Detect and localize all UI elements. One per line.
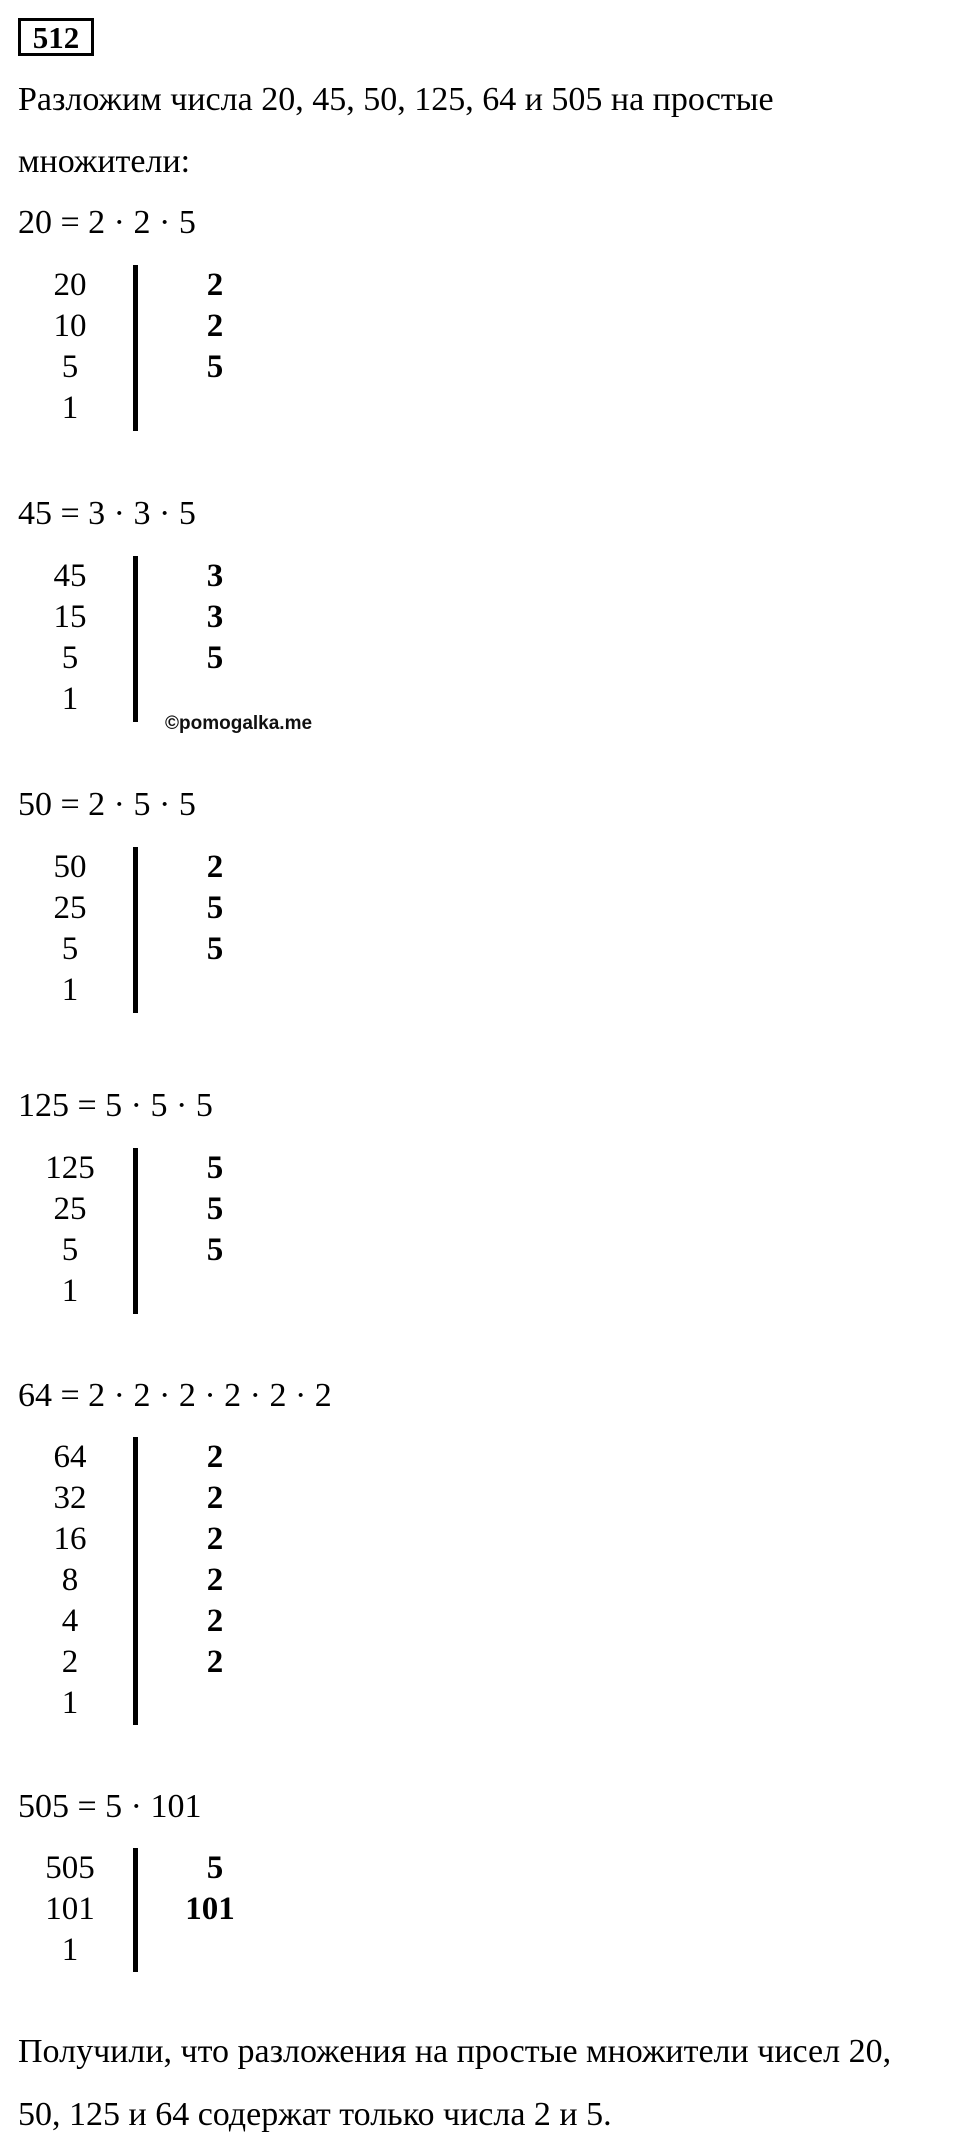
prime-factor: 2 bbox=[206, 308, 224, 344]
divider-line bbox=[133, 265, 138, 431]
prime-factor: 3 bbox=[206, 599, 224, 635]
watermark: ©pomogalka.me bbox=[165, 713, 313, 734]
prime-factor: 5 bbox=[206, 1232, 224, 1268]
prime-factor: 5 bbox=[206, 1150, 224, 1186]
divider-line bbox=[133, 847, 138, 1013]
prime-factor: 3 bbox=[206, 558, 224, 594]
prime-factor: 5 bbox=[206, 1850, 224, 1886]
intro-line-1: Разложим числа 20, 45, 50, 125, 64 и 505 на простые bbox=[18, 81, 774, 118]
prime-factor: 2 bbox=[206, 1562, 224, 1598]
dividend: 25 bbox=[53, 890, 87, 926]
prime-factor: 101 bbox=[185, 1891, 235, 1927]
prime-factor: 2 bbox=[206, 1521, 224, 1557]
prime-factor: 2 bbox=[206, 1644, 224, 1680]
dividend: 5 bbox=[61, 1232, 79, 1268]
prime-factor: 5 bbox=[206, 640, 224, 676]
dividend: 50 bbox=[53, 849, 87, 885]
prime-factor: 2 bbox=[206, 1603, 224, 1639]
dividend: 125 bbox=[45, 1150, 95, 1186]
equation-50: 50 = 2 · 5 · 5 bbox=[18, 786, 196, 823]
dividend: 45 bbox=[53, 558, 87, 594]
dividend: 20 bbox=[53, 267, 87, 303]
dividend: 25 bbox=[53, 1191, 87, 1227]
equation-20: 20 = 2 · 2 · 5 bbox=[18, 204, 196, 241]
intro-line-2: множители: bbox=[18, 143, 191, 180]
divider-line bbox=[133, 556, 138, 722]
prime-factor: 5 bbox=[206, 349, 224, 385]
equation-125: 125 = 5 · 5 · 5 bbox=[18, 1087, 213, 1124]
task-number: 512 bbox=[18, 18, 94, 56]
dividend: 16 bbox=[53, 1521, 87, 1557]
prime-factor: 5 bbox=[206, 1191, 224, 1227]
dividend: 505 bbox=[45, 1850, 95, 1886]
dividend: 1 bbox=[61, 1685, 79, 1721]
prime-factor: 5 bbox=[206, 890, 224, 926]
dividend: 1 bbox=[61, 1932, 79, 1968]
dividend: 101 bbox=[45, 1891, 95, 1927]
dividend: 1 bbox=[61, 972, 79, 1008]
dividend: 15 bbox=[53, 599, 87, 635]
equation-45: 45 = 3 · 3 · 5 bbox=[18, 495, 196, 532]
dividend: 1 bbox=[61, 390, 79, 426]
dividend: 5 bbox=[61, 640, 79, 676]
prime-factor: 2 bbox=[206, 1439, 224, 1475]
divider-line bbox=[133, 1437, 138, 1725]
dividend: 1 bbox=[61, 1273, 79, 1309]
dividend: 5 bbox=[61, 931, 79, 967]
dividend: 32 bbox=[53, 1480, 87, 1516]
divider-line bbox=[133, 1848, 138, 1972]
dividend: 5 bbox=[61, 349, 79, 385]
dividend: 4 bbox=[61, 1603, 79, 1639]
dividend: 64 bbox=[53, 1439, 87, 1475]
dividend: 10 bbox=[53, 308, 87, 344]
divider-line bbox=[133, 1148, 138, 1314]
prime-factor: 2 bbox=[206, 1480, 224, 1516]
equation-505: 505 = 5 · 101 bbox=[18, 1788, 202, 1825]
dividend: 2 bbox=[61, 1644, 79, 1680]
prime-factor: 2 bbox=[206, 849, 224, 885]
dividend: 1 bbox=[61, 681, 79, 717]
prime-factor: 5 bbox=[206, 931, 224, 967]
equation-64: 64 = 2 · 2 · 2 · 2 · 2 · 2 bbox=[18, 1377, 332, 1414]
conclusion-line-2: 50, 125 и 64 содержат только числа 2 и 5. bbox=[18, 2096, 612, 2133]
prime-factor: 2 bbox=[206, 267, 224, 303]
dividend: 8 bbox=[61, 1562, 79, 1598]
conclusion-line-1: Получили, что разложения на простые множители чисел 20, bbox=[18, 2033, 892, 2070]
